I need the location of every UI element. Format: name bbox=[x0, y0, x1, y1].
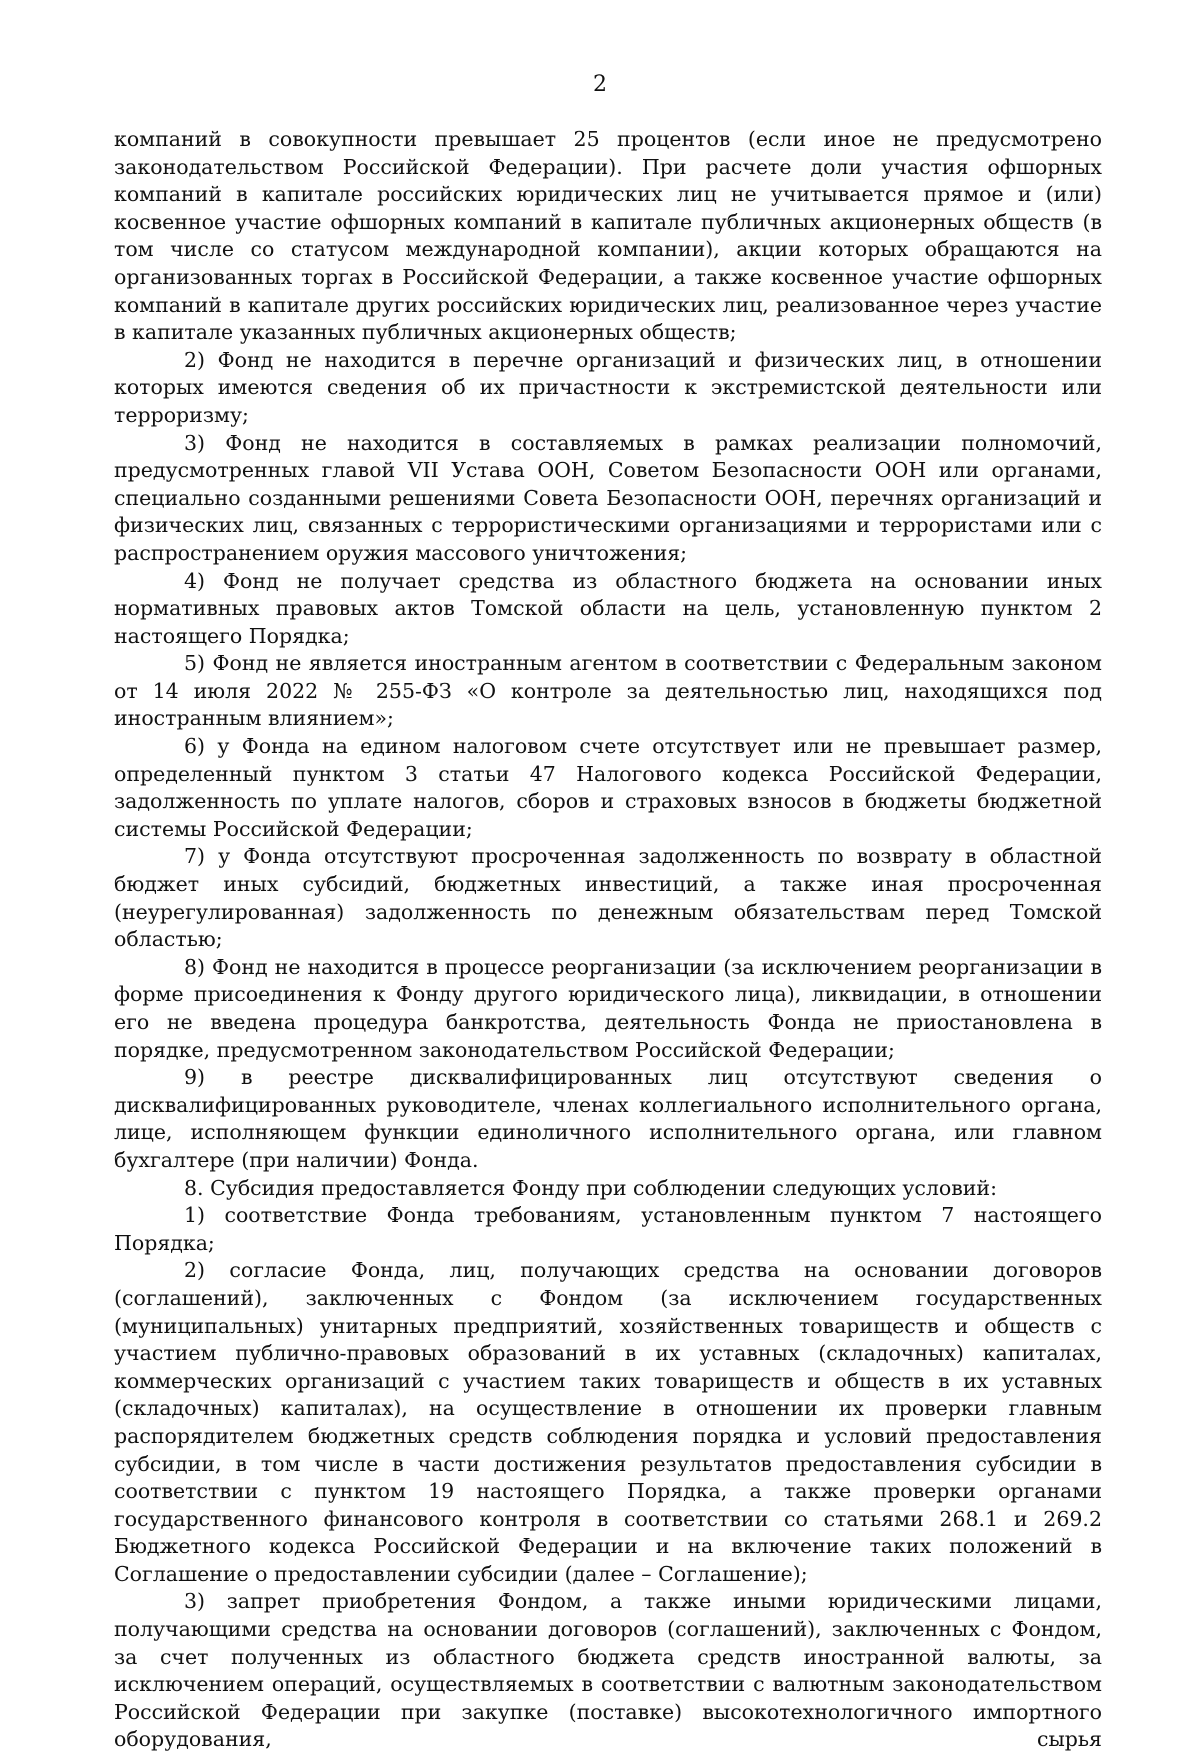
paragraph-section-8: 8. Субсидия предоставляется Фонду при соблюдении следующих условий: bbox=[184, 1175, 998, 1200]
paragraph-item-8: 8) Фонд не находится в процессе реорганизации (за исключением реорганизации в форме присоединения к Фонду другого юридического лица), ликвидации, в отношении его не введена процедура банкротства, деятельность Фонда не приостановлена в порядке, предусмотренном законодательством Российской Федерации; bbox=[114, 954, 1102, 1062]
paragraph-item-7: 7) у Фонда отсутствуют просроченная задолженность по возврату в областной бюджет иных субсидий, бюджетных инвестиций, а также иная просроченная (неурегулированная) задолженность по денежным обязательствам перед Томской областью; bbox=[114, 844, 1102, 952]
paragraph-condition-1: 1) соответствие Фонда требованиям, установленным пунктом 7 настоящего Порядка; bbox=[114, 1203, 1102, 1255]
paragraph-item-2: 2) Фонд не находится в перечне организаций и физических лиц, в отношении которых имеются сведения об их причастности к экстремистской деятельности или терроризму; bbox=[114, 347, 1102, 427]
paragraph-item-3: 3) Фонд не находится в составляемых в рамках реализации полномочий, предусмотренных главой VII Устава ООН, Советом Безопасности ООН или органами, специально созданными решениями Совета Безопасности ООН, перечнях организаций и физических лиц, связанных с террористическими организациями и террористами или с распространением оружия массового уничтожения; bbox=[114, 430, 1102, 565]
paragraph-item-5: 5) Фонд не является иностранным агентом в соответствии с Федеральным законом от 14 июля 2022 № 255-ФЗ «О контроле за деятельностью лиц, находящихся под иностранным влиянием»; bbox=[114, 651, 1102, 731]
page-number: 2 bbox=[593, 72, 607, 97]
paragraph-condition-2: 2) согласие Фонда, лиц, получающих средства на основании договоров (соглашений), заключенных с Фондом (за исключением государственных (муниципальных) унитарных предприятий, хозяйственных товариществ и обществ с участием публично-правовых образований в их уставных (складочных) капиталах, коммерческих организаций с участием таких товариществ и обществ в их уставных (складочных) капиталах), на осуществление в отношении их проверки главным распорядителем бюджетных средств соблюдения порядка и условий предоставления субсидии, в том числе в части достижения результатов предоставления субсидии в соответствии с пунктом 19 настоящего Порядка, а также проверки органами государственного финансового контроля в соответствии со статьями 268.1 и 269.2 Бюджетного кодекса Российской Федерации и на включение таких положений в Соглашение о предоставлении субсидии (далее – Соглашение); bbox=[114, 1258, 1102, 1586]
paragraph-continuation: компаний в совокупности превышает 25 процентов (если иное не предусмотрено законодательством Российской Федерации). При расчете доли участия офшорных компаний в капитале российских юридических лиц не учитывается прямое и (или) косвенное участие офшорных компаний в капитале публичных акционерных обществ (в том числе со статусом международной компании), акции которых обращаются на организованных торгах в Российской Федерации, а также косвенное участие офшорных компаний в капитале других российских юридических лиц, реализованное через участие в капитале указанных публичных акционерных обществ; bbox=[114, 127, 1102, 345]
document-body bbox=[114, 126, 1102, 1754]
paragraph-item-9: 9) в реестре дисквалифицированных лиц отсутствуют сведения о дисквалифицированных руководителе, членах коллегиального исполнительного органа, лице, исполняющем функции единоличного исполнительного органа, или главном бухгалтере (при наличии) Фонда. bbox=[114, 1065, 1102, 1172]
paragraph-condition-3: 3) запрет приобретения Фондом, а также иными юридическими лицами, получающими средства на основании договоров (соглашений), заключенных с Фондом, за счет полученных из областного бюджета средств иностранной валюты, за исключением операций, осуществляемых в соответствии с валютным законодательством Российской Федерации при закупке (поставке) высокотехнологичного импортного оборудования, сырья bbox=[114, 1589, 1102, 1752]
paragraph-item-6: 6) у Фонда на едином налоговом счете отсутствует или не превышает размер, определенный пунктом 3 статьи 47 Налогового кодекса Российской Федерации, задолженность по уплате налогов, сборов и страховых взносов в бюджеты бюджетной системы Российской Федерации; bbox=[114, 734, 1102, 841]
paragraph-item-4: 4) Фонд не получает средства из областного бюджета на основании иных нормативных правовых актов Томской области на цель, установленную пунктом 2 настоящего Порядка; bbox=[114, 568, 1102, 648]
